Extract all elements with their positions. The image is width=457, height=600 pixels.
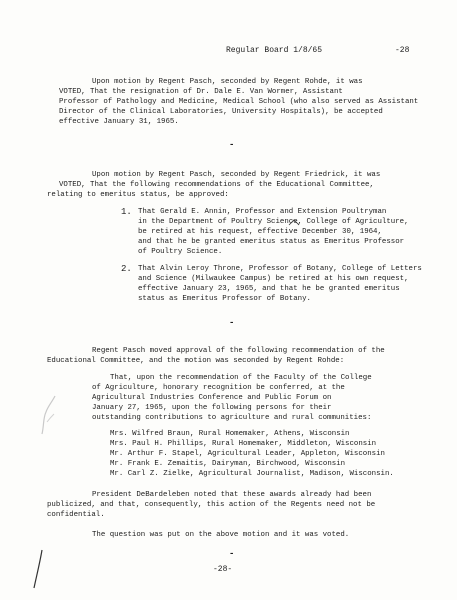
honoree-line: Mrs. Paul H. Phillips, Rural Homemaker, Middleton, Wisconsin xyxy=(110,440,377,448)
page-header-number: -28 xyxy=(395,46,410,55)
quoted-line: January 27, 1965, upon the following persons for their xyxy=(92,404,332,412)
page-footer-number: -28- xyxy=(213,565,233,574)
paragraph-line: Regent Pasch moved approval of the following recommendation of the xyxy=(92,347,385,355)
paragraph-line: publicized, and that, consequently, this action of the Regents need not be xyxy=(47,501,376,509)
honoree-line: Mrs. Wilfred Braun, Rural Homemaker, Athens, Wisconsin xyxy=(110,430,350,438)
paragraph-line: Director of the Clinical Laboratories, University Hospitals), be accepted xyxy=(59,108,383,116)
paragraph-line: confidential. xyxy=(47,511,105,519)
section-separator: - xyxy=(229,549,235,559)
margin-pen-stroke xyxy=(30,548,46,592)
list-item-line: That Alvin Leroy Throne, Professor of Botany, College of Letters xyxy=(138,265,422,273)
paragraph-line: President DeBardeleben noted that these awards already had been xyxy=(92,491,372,499)
paragraph-line: Upon motion by Regent Pasch, seconded by Regent Friedrick, it was xyxy=(92,171,381,179)
paragraph-line: VOTED, That the resignation of Dr. Dale E. Van Wormer, Assistant xyxy=(59,88,343,96)
section-separator: - xyxy=(229,140,235,150)
quoted-line: That, upon the recommendation of the Faculty of the College xyxy=(110,374,372,382)
paragraph-line: effective January 31, 1965. xyxy=(59,118,179,126)
honoree-line: Mr. Carl Z. Zielke, Agricultural Journalist, Madison, Wisconsin. xyxy=(110,470,394,478)
list-item-number: 2. xyxy=(121,264,132,274)
list-item-number: 1. xyxy=(121,207,132,217)
paragraph-line: relating to emeritus status, be approved: xyxy=(47,191,229,199)
list-item-line: and Science (Milwaukee Campus) be retired at his own request, xyxy=(138,275,409,283)
closing-line: The question was put on the above motion and it was voted. xyxy=(92,531,350,539)
list-item-line: and that he be granted emeritus status as Emeritus Professor xyxy=(138,238,405,246)
paragraph-line: Upon motion by Regent Pasch, seconded by Regent Rohde, it was xyxy=(92,78,363,86)
insertion-caret-mark xyxy=(287,217,301,227)
paragraph-line: Professor of Pathology and Medicine, Medical School (who also served as Assistant xyxy=(59,98,419,106)
margin-pencil-mark xyxy=(38,392,60,438)
list-item-line: That Gerald E. Annin, Professor and Extension Poultryman xyxy=(138,208,387,216)
page-header-title: Regular Board 1/8/65 xyxy=(226,46,323,55)
quoted-line: of Agriculture, honorary recognition be conferred, at the xyxy=(92,384,345,392)
list-item-line: of Poultry Science. xyxy=(138,248,223,256)
paragraph-line: Educational Committee, and the motion was seconded by Regent Rohde: xyxy=(47,357,345,365)
list-item-line: effective January 23, 1965, and that he be granted emeritus xyxy=(138,285,400,293)
honoree-line: Mr. Arthur F. Stapel, Agricultural Leader, Appleton, Wisconsin xyxy=(110,450,385,458)
quoted-line: Agricultural Industries Conference and Public Forum on xyxy=(92,394,332,402)
list-item-line: be retired at his request, effective December 30, 1964, xyxy=(138,228,382,236)
paragraph-line: VOTED, That the following recommendations of the Educational Committee, xyxy=(59,181,374,189)
section-separator: - xyxy=(229,318,235,328)
list-item-line: in the Department of Poultry Science, College of Agriculture, xyxy=(138,218,409,226)
quoted-line: outstanding contributions to agriculture and rural communities: xyxy=(92,414,372,422)
honoree-line: Mr. Frank E. Zemaitis, Dairyman, Birchwood, Wisconsin xyxy=(110,460,346,468)
list-item-line: status as Emeritus Professor of Botany. xyxy=(138,295,311,303)
